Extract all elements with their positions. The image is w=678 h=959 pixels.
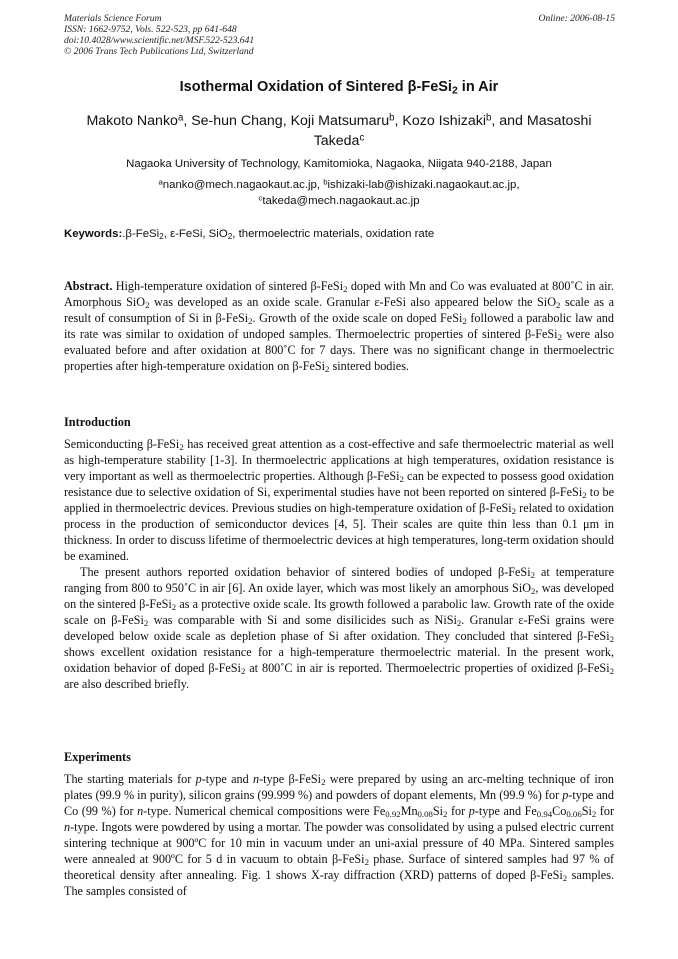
issn-line: ISSN: 1662-9752, Vols. 522-523, pp 641-648 xyxy=(64,24,237,35)
intro-paragraph-1: Semiconducting β-FeSi$_2$ has received great attention as a cost-effective and safe thermoelectric material as well as high-temperature stability [1-3]. In thermoelectric applications at high temperatures, oxidation resistance is very important as well as thermoelectric properties. Although β-FeSi$_2$ can be expected to possess good oxidation resistance due to selective oxidation of Si, experimental studies have not been reported on sintered β-FeSi$_2$ to be applied in thermoelectric devices. Previous studies on high-temperature oxidation of β-FeSi$_2$ related to oxidation process in the production of semiconductor devices [4, 5]. Their scales are quite thin less than 0.1 μm in thickness. In order to discuss lifetime of thermoelectric devices at high temperatures, long-term oxidation should be examined. xyxy=(64,437,614,563)
introduction-body xyxy=(64,436,614,692)
abstract-paragraph: Abstract. High-temperature oxidation of sintered β-FeSi$_2$ doped with Mn and Co was evaluated at 800˚C in air. Amorphous SiO$_2$ was developed as an oxide scale. Granular ε-FeSi also appeared below the SiO$_2$ scale as a result of consumption of Si in β-FeSi$_2$. Growth of the oxide scale on doped FeSi$_2$ followed a parabolic law and its rate was similar to oxidation of undoped samples. Thermoelectric properties of sintered β-FeSi$_2$ were also evaluated before and after oxidation at 800˚C for 7 days. There was no significant change in thermoelectric properties after high-temperature oxidation on β-FeSi$_2$ sintered bodies. xyxy=(64,279,614,375)
experiments-heading: Experiments xyxy=(64,750,131,764)
author-list: Makoto Nanko$^a$, Se-hun Chang, Koji Matsumaru$^b$, Kozo Ishizaki$^b$, and Masatoshi Takeda$^c$ xyxy=(86,112,592,149)
journal-header xyxy=(64,13,254,57)
online-date: Online: 2006-08-15 xyxy=(538,13,615,24)
abstract-label: Abstract. xyxy=(64,279,113,293)
paper-title: Isothermal Oxidation of Sintered β-FeSi$_2$ in Air xyxy=(179,79,499,97)
keywords-label: Keywords: xyxy=(64,228,123,240)
copyright-line: © 2006 Trans Tech Publications Ltd, Switzerland xyxy=(64,46,254,57)
intro-paragraph-2: The present authors reported oxidation behavior of sintered bodies of undoped β-FeSi$_2$ at temperature ranging from 800 to 950˚C in air [6]. An oxide layer, which was most likely an amorphous SiO$_2$, was developed on the sintered β-FeSi$_2$ as a protective oxide scale. Its growth followed a parabolic law. Growth rate of the oxide scale on β-FeSi$_2$ was comparable with Si and some disilicides such as NiSi$_2$. Granular ε-FeSi grains were developed below oxide scale as depletion phase of Si after oxidation. They concluded that sintered β-FeSi$_2$ shows excellent oxidation resistance for a high-temperature thermoelectric material. In the present work, oxidation behavior of doped β-FeSi$_2$ at 800˚C in air is reported. Thermoelectric properties of oxidized β-FeSi$_2$ are also described briefly. xyxy=(64,565,615,691)
keywords-line: Keywords:.β-FeSi$_2$, ε-FeSi, SiO$_2$, thermoelectric materials, oxidation rate xyxy=(64,228,435,242)
doi-line: doi:10.4028/www.scientific.net/MSF.522-523.641 xyxy=(64,35,255,46)
introduction-heading: Introduction xyxy=(64,415,131,429)
author-emails: $^a$nanko@mech.nagaokaut.ac.jp, $^b$ishizaki-lab@ishizaki.nagaokaut.ac.jp, $^c$takeda@mech.nagaokaut.ac.jp xyxy=(158,177,520,207)
experiments-body: The starting materials for p-type and n-type β-FeSi$_2$ were prepared by using an arc-melting technique of iron plates (99.9 % in purity), silicon grains (99.999 %) and powders of dopant elements, Mn (99.9 %) for p-type and Co (99 %) for n-type. Numerical chemical compositions were $Fe_{0.92}Mn_{0.08}Si_2$ for p-type and $Fe_{0.94}Co_{0.06}Si_2$ for n-type. Ingots were powdered by using a mortar. The powder was consolidated by using a pulsed electric current sintering technique at 900ºC for 10 min in vacuum under an uni-axial pressure of 40 MPa. Sintered samples were annealed at 900ºC for 5 d in vacuum to obtain β-FeSi$_2$ phase. Surface of sintered samples had 97 % of theoretical density after annealing. Fig. 1 shows X-ray diffraction (XRD) patterns of doped β-FeSi$_2$ samples. The samples consisted of xyxy=(64,772,615,898)
journal-name: Materials Science Forum xyxy=(64,13,162,24)
affiliation: Nagaoka University of Technology, Kamitomioka, Nagaoka, Niigata 940-2188, Japan xyxy=(126,158,552,170)
